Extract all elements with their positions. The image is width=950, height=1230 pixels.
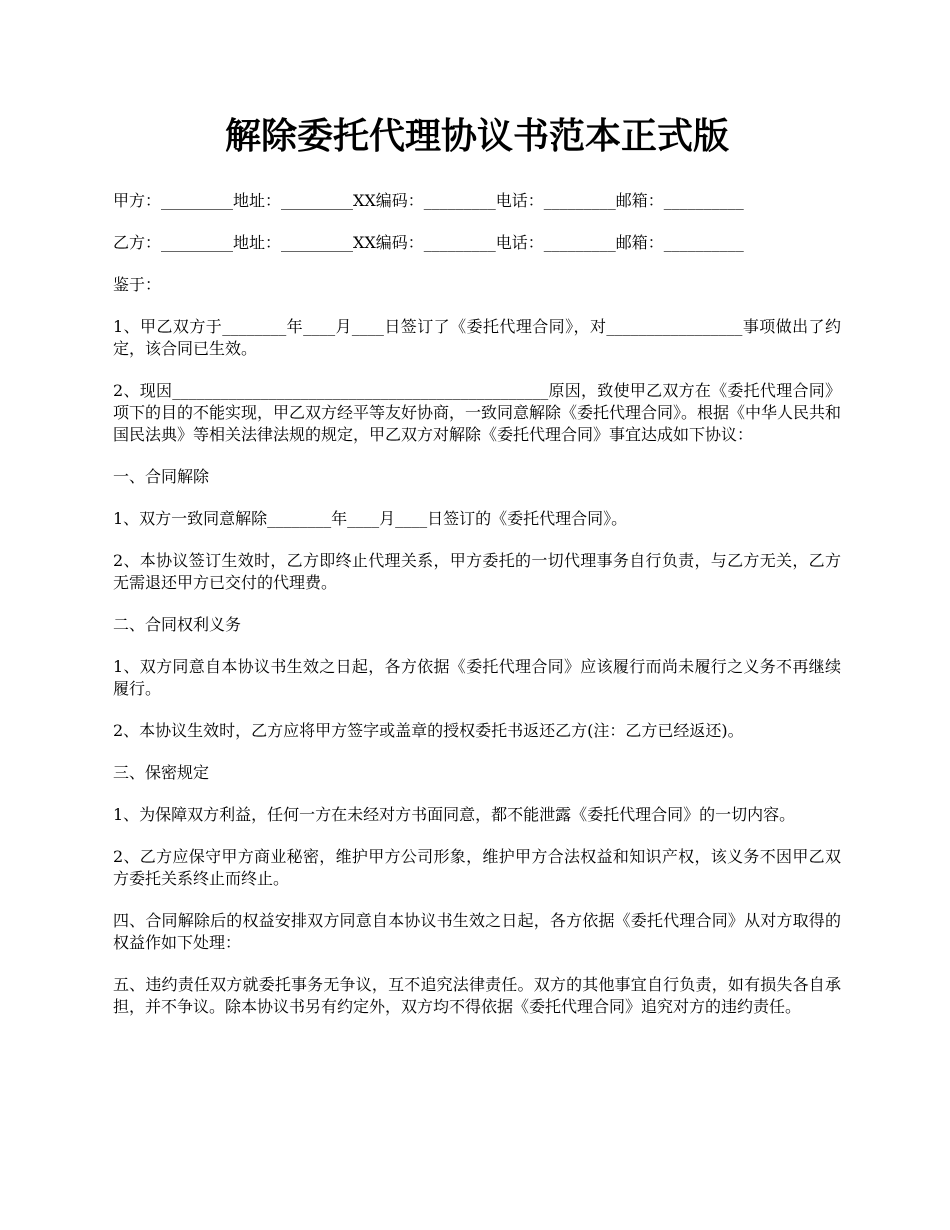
section-3-clause-2: 2、乙方应保守甲方商业秘密，维护甲方公司形象，维护甲方合法权益和知识产权，该义务不因甲乙双方委托关系终止而终止。	[113, 847, 841, 888]
section-2-clause-2: 2、本协议生效时，乙方应将甲方签字或盖章的授权委托书返还乙方(注：乙方已经返还)。	[113, 721, 744, 740]
document-page	[113, 110, 841, 1038]
party-a-info: 甲方：_________地址：_________XX编码：_________电话：_________邮箱：__________	[113, 191, 744, 210]
whereas-clause-2: 2、现因_______________________________________________原因，致使甲乙双方在《委托代理合同》项下的目的不能实现，甲乙双方经平等友好协商，一致同意解除《委托代理合同》。根据《中华人民共和国民法典》等相关法律法规的规定，甲乙双方对解除《委托代理合同》事宜达成如下协议：	[113, 381, 842, 444]
section-1-heading: 一、合同解除	[113, 467, 210, 486]
section-4-paragraph: 四、合同解除后的权益安排双方同意自本协议书生效之日起，各方依据《委托代理合同》从对方取得的权益作如下处理：	[113, 911, 841, 952]
section-2-heading: 二、合同权利义务	[113, 615, 242, 634]
section-1-clause-2: 2、本协议签订生效时，乙方即终止代理关系，甲方委托的一切代理事务自行负责，与乙方无关，乙方无需退还甲方已交付的代理费。	[113, 551, 841, 592]
party-b-info: 乙方：_________地址：_________XX编码：_________电话：_________邮箱：__________	[113, 233, 744, 252]
document-title: 解除委托代理协议书范本正式版	[224, 115, 729, 157]
section-1-clause-1: 1、双方一致同意解除________年____月____日签订的《委托代理合同》。	[113, 509, 628, 528]
whereas-clause-1: 1、甲乙双方于________年____月____日签订了《委托代理合同》，对_________________事项做出了约定，该合同已生效。	[113, 317, 841, 358]
section-5-paragraph: 五、违约责任双方就委托事务无争议，互不追究法律责任。双方的其他事宜自行负责，如有损失各自承担，并不争议。除本协议书另有约定外，双方均不得依据《委托代理合同》追究对方的违约责任。	[113, 975, 841, 1016]
section-2-clause-1: 1、双方同意自本协议书生效之日起，各方依据《委托代理合同》应该履行而尚未履行之义务不再继续履行。	[113, 657, 841, 698]
whereas-heading: 鉴于：	[113, 275, 162, 294]
section-3-clause-1: 1、为保障双方利益，任何一方在未经对方书面同意，都不能泄露《委托代理合同》的一切内容。	[113, 805, 796, 824]
section-3-heading: 三、保密规定	[113, 763, 210, 782]
